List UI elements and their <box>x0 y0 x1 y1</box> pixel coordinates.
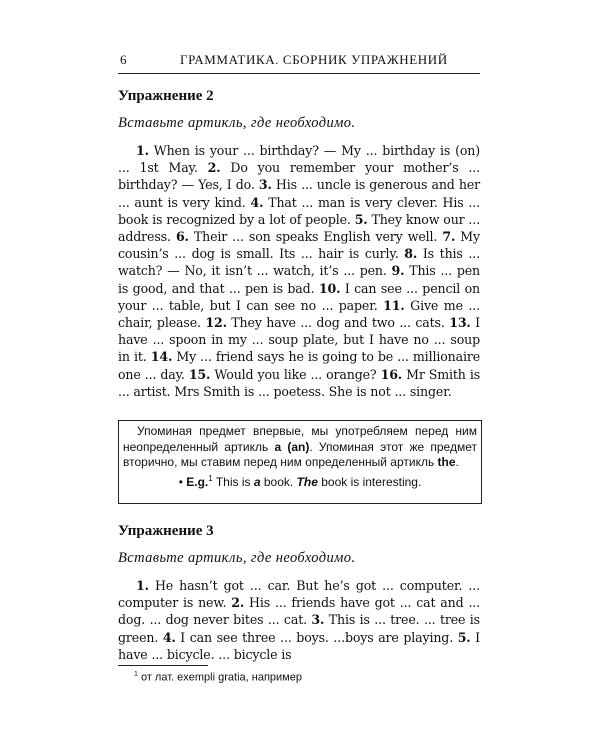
sentence-text: They have ... dog and two ... cats. <box>226 315 450 331</box>
sentence-number: 14. <box>150 349 173 365</box>
sentence-number: 15. <box>188 366 211 382</box>
rule-text <box>123 424 477 471</box>
sentence-number: 2. <box>231 595 245 611</box>
sentence-number: 16. <box>380 366 403 382</box>
running-title: ГРАММАТИКА. СБОРНИК УПРАЖНЕНИЙ <box>180 52 448 67</box>
rule-text-part: Упоминая предмет впервые, мы употребляем перед ним неопределенный артикль <box>123 424 477 454</box>
sentence-text: His ... friends have got ... cat and ... dog. ... dog never bites ... cat. <box>118 595 481 628</box>
sentence-text: My cousin’s ... dog is small. Its ... hair is curly. <box>118 229 481 262</box>
article-a-an: a (an) <box>274 439 310 454</box>
header-divider <box>118 73 480 74</box>
sentence-text: Do you remember your mother’s ... birthday? — Yes, I do. <box>118 160 480 193</box>
sentence-text: I have ... spoon in my ... soup plate, but I have no ... soup in it. <box>118 315 480 365</box>
example-label: E.g. <box>186 474 209 489</box>
footnote-mark: 1 <box>208 473 213 483</box>
sentence-number: 6. <box>175 229 189 245</box>
sentence-number: 8. <box>404 246 418 262</box>
example-line <box>123 471 477 491</box>
exercise-instruction: Вставьте артикль, где необходимо. <box>118 550 356 566</box>
sentence-number: 1. <box>136 578 149 593</box>
sentence-number: 11. <box>383 297 405 313</box>
exercise-title: Упражнение 2 <box>118 88 214 104</box>
sentence-number: 10. <box>318 280 341 296</box>
sentence-number: 5. <box>354 211 368 227</box>
sentence-number: 7. <box>442 229 456 245</box>
sentence-text: This ... pen is good, and that ... pen is bad. <box>118 263 480 296</box>
sentence-text: This is ... tree. ... tree is green. <box>118 612 480 645</box>
sentence-text: Their ... son speaks English very well. <box>188 229 443 245</box>
exercise-instruction: Вставьте артикль, где необходимо. <box>118 115 356 131</box>
sentence-text: My ... friend says he is going to be ... millionaire one ... day. <box>118 349 481 382</box>
sentence-text: I can see three ... boys. ...boys are playing. <box>175 629 458 645</box>
example-article-a: a <box>253 474 261 489</box>
sentence-text: His ... uncle is generous and her ... aunt is very kind. <box>118 177 481 210</box>
grammar-rule-box <box>118 420 482 504</box>
exercise-text <box>118 577 480 663</box>
sentence-number: 2. <box>207 160 221 176</box>
footnote-mark: 1 <box>134 671 138 678</box>
sentence-text: That ... man is very clever. His ... book is recognized by a lot of people. <box>118 194 480 227</box>
example-text: book is interesting. <box>317 474 422 489</box>
sentence-text: He hasn’t got ... car. But he’s got ... computer. ... computer is new. <box>118 578 480 611</box>
sentence-text: Is this ... watch? — No, it isn’t ... watch, it’s ... pen. <box>118 246 480 279</box>
sentence-number: 4. <box>250 194 264 210</box>
bullet-icon: • <box>178 474 183 489</box>
article-the: the <box>437 455 456 469</box>
sentence-text: I have ... bicycle. ... bicycle is <box>118 629 480 662</box>
page-header <box>118 50 480 72</box>
page-number: 6 <box>120 52 128 67</box>
exercise-2 <box>118 88 480 400</box>
exercise-3 <box>118 523 480 663</box>
sentence-number: 4. <box>162 629 176 645</box>
sentence-text: Would you like ... orange? <box>210 366 381 382</box>
example-text: This is <box>212 474 254 489</box>
sentence-number: 3. <box>311 612 325 628</box>
footnote-divider <box>118 665 208 666</box>
exercise-title: Упражнение 3 <box>118 523 214 539</box>
sentence-number: 3. <box>258 177 272 193</box>
sentence-number: 12. <box>205 315 227 331</box>
sentence-number: 13. <box>449 315 471 331</box>
sentence-text: When is your ... birthday? — My ... birthday is (on) ... 1st May. <box>118 143 480 176</box>
sentence-text: Give me ... chair, please. <box>118 297 480 331</box>
exercise-text <box>118 142 480 400</box>
example-article-the: The <box>296 474 318 489</box>
sentence-text: Mr Smith is ... artist. Mrs Smith is ... poetess. She is not ... singer. <box>118 366 481 399</box>
sentence-number: 9. <box>391 263 405 279</box>
rule-text-part: . Упоминая этот же предмет вторично, мы ставим перед ним определенный артикль <box>123 439 477 469</box>
example-text: book. <box>260 474 297 489</box>
sentence-text: I can see ... pencil on your ... table, but I can see no ... paper. <box>118 280 481 313</box>
footnote-text: от лат. exempli gratia, например <box>137 671 302 684</box>
sentence-number: 5. <box>457 629 471 645</box>
sentence-text: They know our ... address. <box>118 211 480 245</box>
footnote <box>134 671 302 684</box>
rule-text-part: . <box>455 455 459 469</box>
sentence-number: 1. <box>136 143 149 158</box>
